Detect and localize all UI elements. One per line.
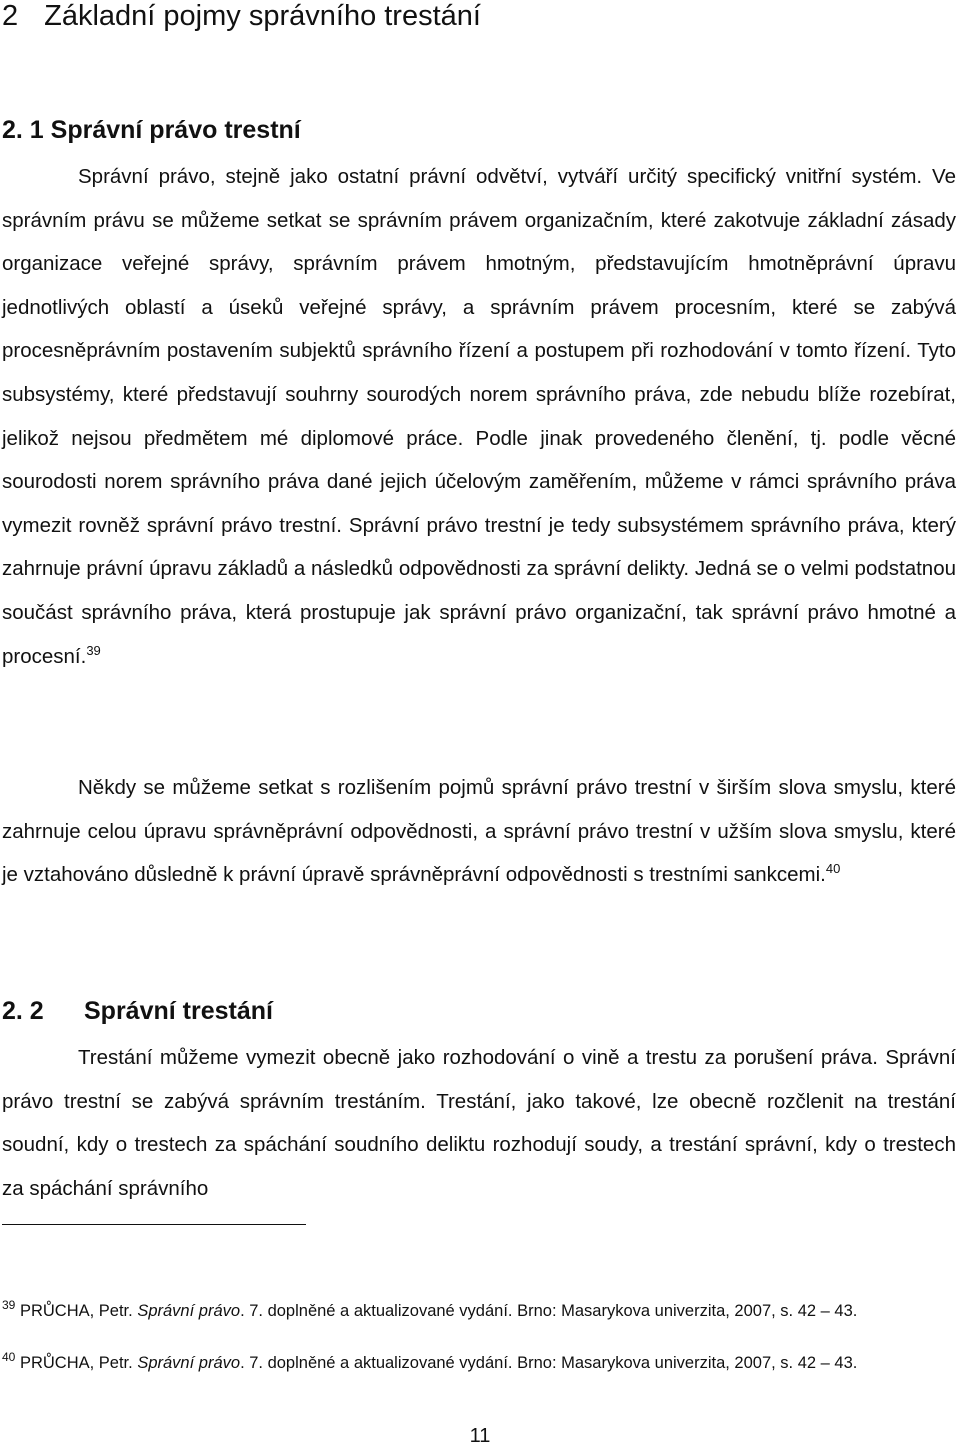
section-number: 2. 2 [2,997,44,1025]
paragraph-admin-law-system [2,155,956,678]
section-title: Správní právo trestní [50,116,301,144]
paragraph-admin-criminal-law-scope [2,766,956,897]
paragraph-text: Trestání můžeme vymezit obecně jako rozhodování o vině a trestu za porušení práva. Správní právo trestní se zabývá správním trestáním. Trestání, jako takové, lze obecně rozčlenit na trestání soudní, kdy o trestech za spáchání soudního deliktu rozhodují soudy, a trestání správní, kdy o trestech za spáchání správního [2,1046,956,1200]
footnote-number: 40 [2,1350,16,1364]
section-heading-2-1 [2,115,301,145]
footnote-ref-40[interactable]: 40 [825,861,841,877]
footnote-author: PRŮCHA, Petr. [19,1354,133,1372]
chapter-number: 2 [2,0,19,32]
footnote-40 [2,1352,956,1374]
section-heading-2-2 [2,996,273,1026]
footnote-details: . 7. doplněné a aktualizované vydání. Brno: Masarykova univerzita, 2007, s. 42 – 43. [240,1302,858,1320]
chapter-title: Základní pojmy správního trestání [44,0,481,32]
footnote-author: PRŮCHA, Petr. [19,1302,133,1320]
section-title: Správní trestání [84,997,273,1025]
chapter-heading [2,0,481,34]
footnote-39 [2,1300,956,1322]
footnote-work-title: Správní právo [137,1302,241,1320]
paragraph-text: Někdy se můžeme setkat s rozlišením pojmů správní právo trestní v širším slova smyslu, které zahrnuje celou úpravu správněprávní odpovědnosti, a správní právo trestní v užším slova smyslu, které je vztahováno důsledně k právní úpravě správněprávní odpovědnosti s trestními sankcemi. [2,776,956,887]
paragraph-text: Správní právo, stejně jako ostatní právní odvětví, vytváří určitý specifický vnitřní systém. Ve správním právu se můžeme setkat se správním právem organizačním, které zakotvuje základní zásady organizace veřejné správy, správním právem hmotným, představujícím hmotněprávní úpravu jednotlivých oblastí a úseků veřejné správy, a správním právem procesním, které se zabývá procesněprávním postavením subjektů správního řízení a postupem při rozhodování v tomto řízení. Tyto subsystémy, které představují souhrny sourodých norem správního práva, zde nebudu blíže rozebírat, jelikož nejsou předmětem mé diplomové práce. Podle jinak provedeného členění, tj. podle věcné sourodosti norem správního práva dané jejich účelovým zaměřením, můžeme v rámci správního práva vymezit rovněž správní právo trestní. Správní právo trestní je tedy subsystémem správního práva, který zahrnuje právní úpravu základů a následků odpovědnosti za správní delikty. Jedná se o velmi podstatnou součást správního práva, která prostupuje jak správní právo organizační, tak správní právo hmotné a procesní. [2,165,956,668]
footnote-work-title: Správní právo [137,1354,241,1372]
footnote-number: 39 [2,1298,16,1312]
paragraph-admin-punishment [2,1036,956,1210]
section-number: 2. 1 [2,116,44,144]
page-number: 11 [469,1425,491,1447]
footnote-separator [2,1224,306,1225]
footnote-ref-39[interactable]: 39 [86,642,101,658]
footnote-details: . 7. doplněné a aktualizované vydání. Brno: Masarykova univerzita, 2007, s. 42 – 43. [240,1354,858,1372]
